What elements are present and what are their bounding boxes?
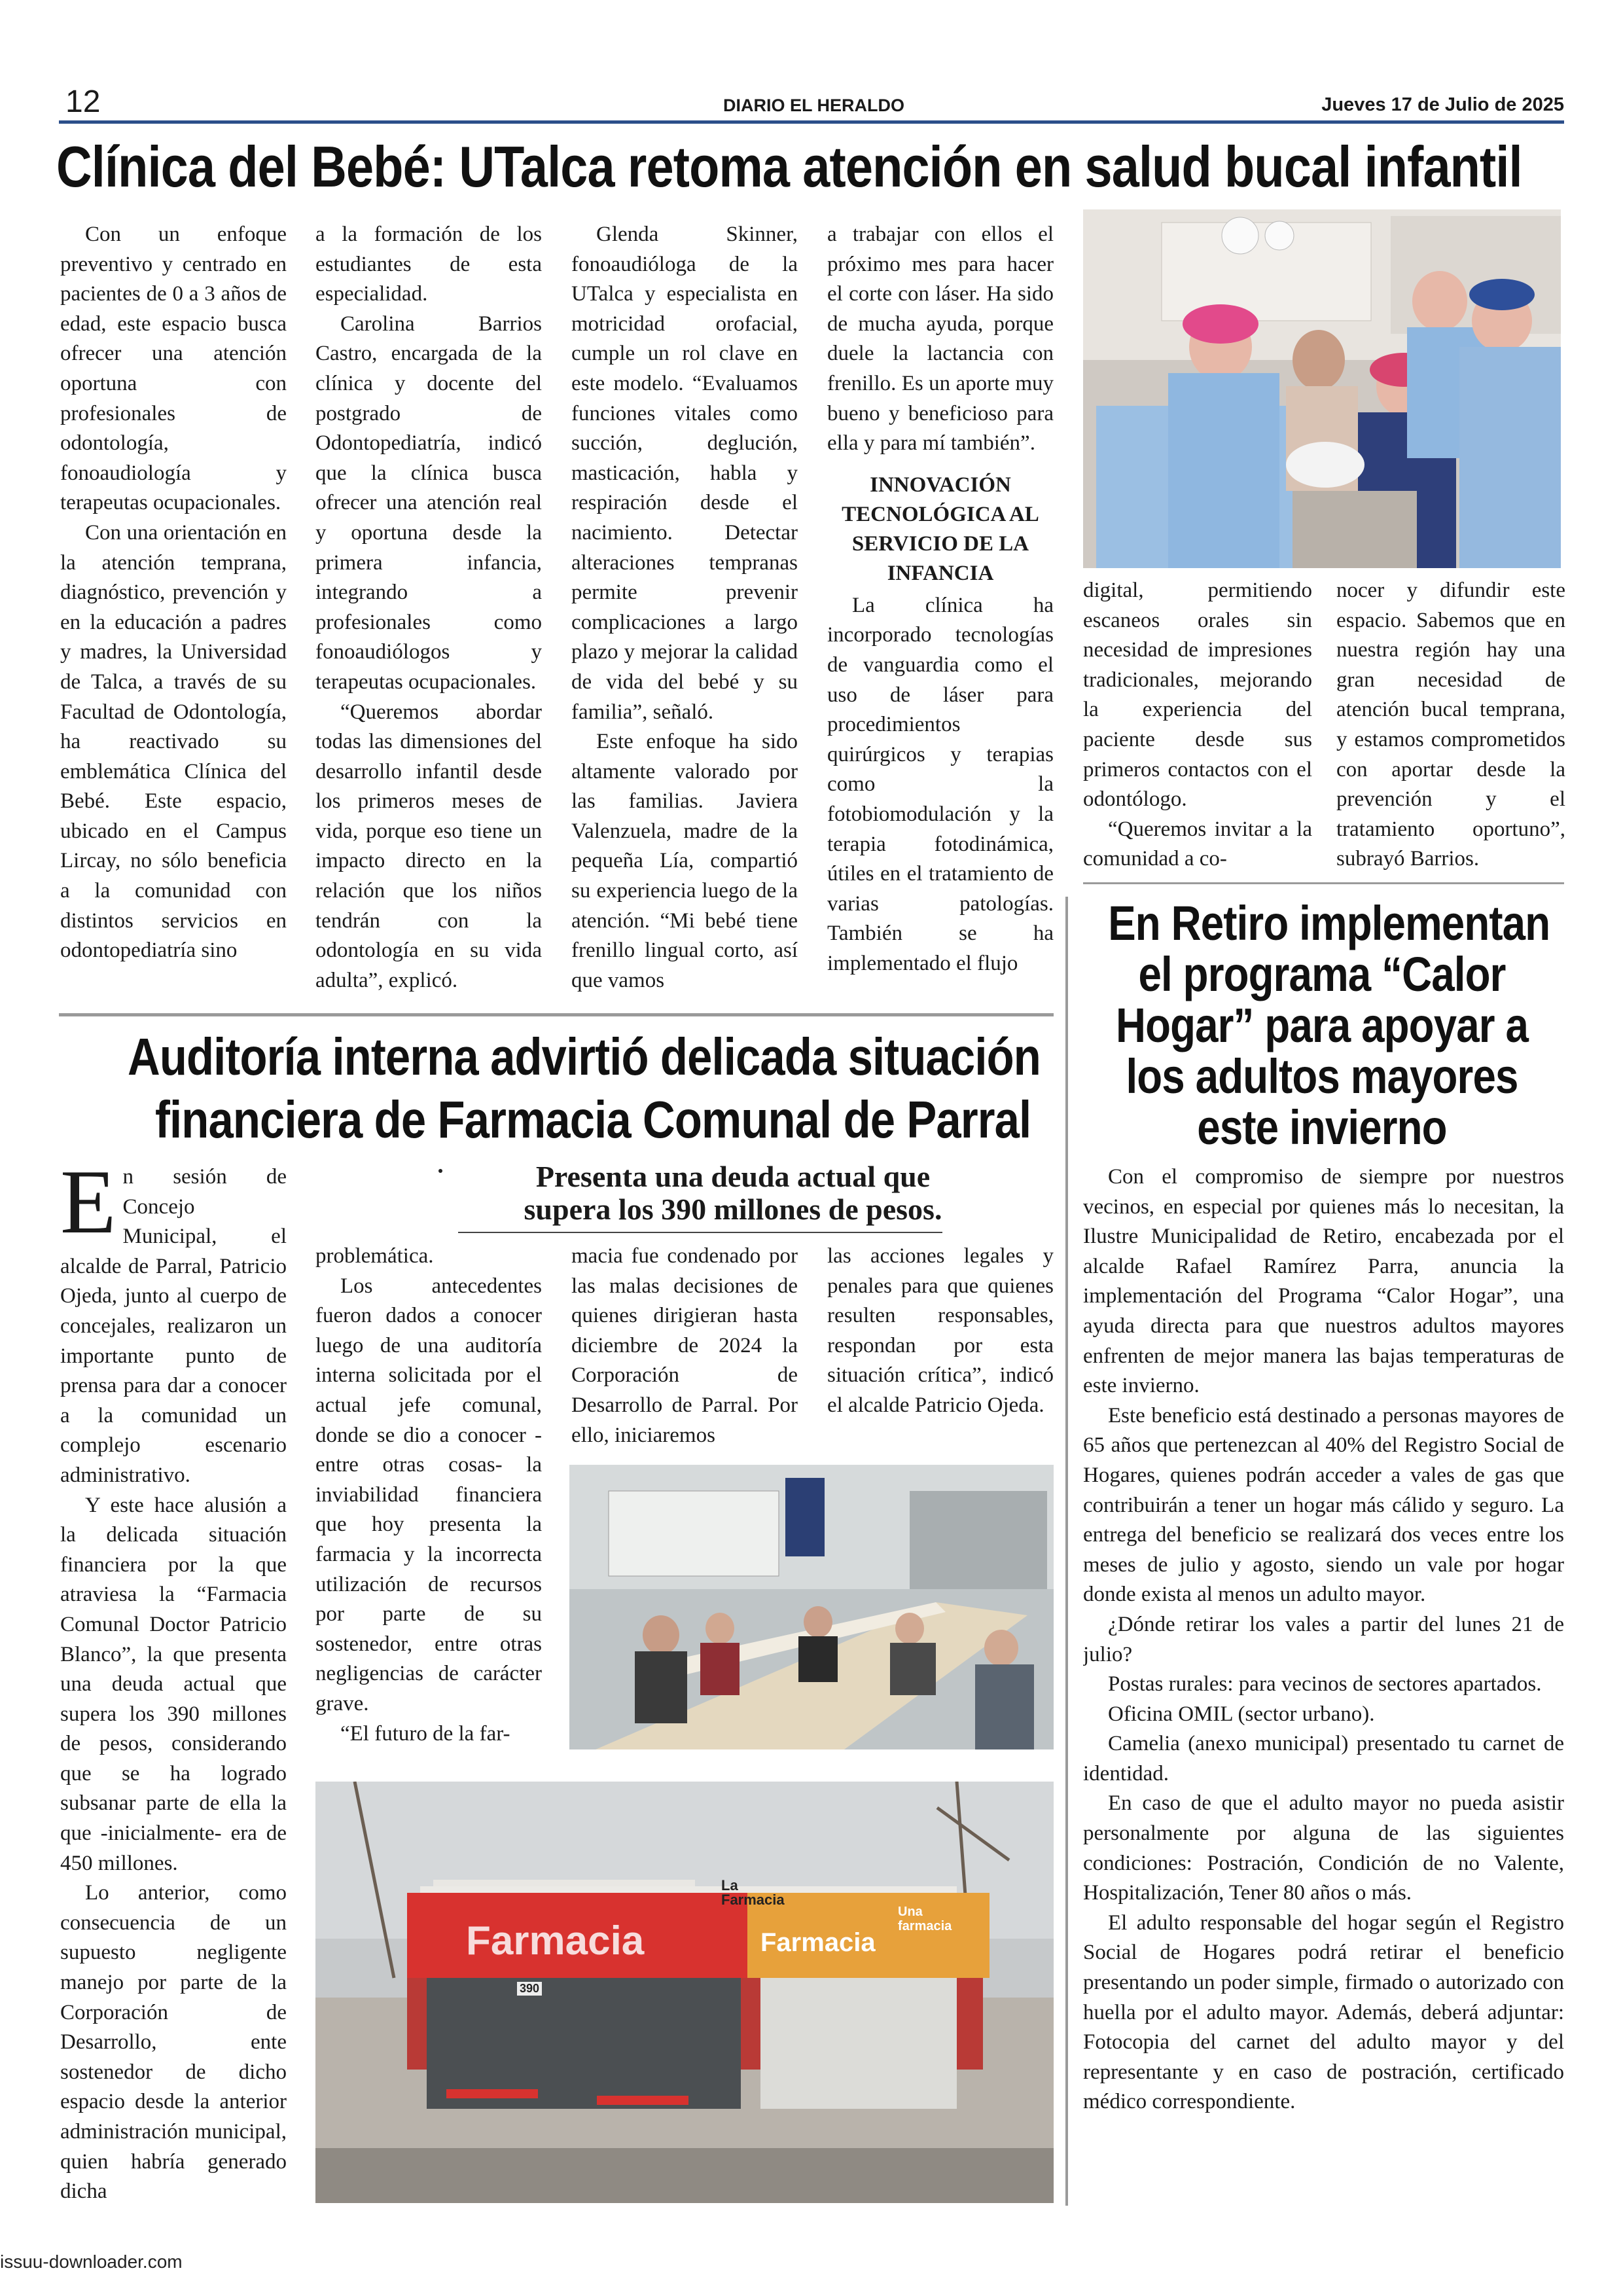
article2-paragraph: problemática. xyxy=(315,1244,434,1268)
article1-subhead: INNOVACIÓN TECNOLÓGICA AL SERVICIO DE LA INFANCIA xyxy=(842,473,1039,585)
pharmacy-sign-main: Farmacia xyxy=(466,1918,645,1964)
issue-date: Jueves 17 de Julio de 2025 xyxy=(1321,94,1564,115)
article1-column-5 xyxy=(1083,576,1312,877)
clinic-photo xyxy=(1083,209,1561,568)
article2-paragraph: “El futuro de la far- xyxy=(340,1721,510,1746)
article1-column-4 xyxy=(827,220,1054,996)
article3-paragraph: El adulto responsable del hogar según el Registro Social de Hogares podrá retirar el beneficio presentando un poder simple, firmado o autorizado con huella por el adulto mayor. Además, deberá adjuntar: Fotocopia del carnet del adulto mayor y del representante y en caso de postración, certificado médico correspondiente. xyxy=(1083,1910,1564,2114)
pharmacy-storefront-illustration xyxy=(315,1782,1054,2203)
article1-paragraph: nocer y difundir este espacio. Sabemos que en nuestra región hay una gran necesidad de atención bucal temprana, y estamos comprometidos con aportar desde la prevención y el tratamiento oportuno”, subrayó Barrios. xyxy=(1336,579,1565,871)
page-number: 12 xyxy=(65,84,101,119)
article3-headline-line: los adultos mayores xyxy=(1126,1049,1518,1103)
article3-headline-line: este invierno xyxy=(1197,1100,1447,1155)
article2-headline-line1: Auditoría interna advirtió delicada situación xyxy=(128,1028,1041,1086)
pharmacy-street-number: 390 xyxy=(517,1982,542,1996)
page-header xyxy=(59,84,1564,123)
article1-paragraph: digital, permitiendo escaneos orales sin necesidad de impresiones tradicionales, mejorando la experiencia del paciente desde sus primeros contactos con el odontólogo. xyxy=(1083,579,1312,812)
article2-paragraph: Y este hace alusión a la delicada situación financiera por la que atraviesa la “Farmacia Comunal Doctor Patricio Blanco”, la que presenta una deuda actual que supera los 390 millones de pesos, considerando que se ha logrado subsanar parte de ella la que -inicialmente- era de 450 millones. xyxy=(60,1493,287,1875)
article2-paragraph: Los antecedentes fueron dados a conocer luego de una auditoría interna solicitada por el actual jefe comunal, donde se dio a conocer -entre otras cosas- la inviabilidad financiera que hoy presenta la farmacia y la incorrecta utilización de recursos por parte de su sostenedor, entre otras negligencias de carácter grave. xyxy=(315,1274,542,1715)
article3-paragraph: ¿Dónde retirar los vales a partir del lunes 21 de julio? xyxy=(1083,1612,1564,1666)
article3-paragraph: Oficina OMIL (sector urbano). xyxy=(1108,1702,1375,1726)
article2-deck xyxy=(419,1160,1047,1232)
article2-column-1 xyxy=(60,1162,287,2210)
header-rule xyxy=(59,120,1564,124)
deck-rule xyxy=(458,1232,942,1233)
article1-paragraph: Con un enfoque preventivo y centrado en pacientes de 0 a 3 años de edad, este espacio busca ofrecer una atención oportuna con profesionales de odontología, fonoaudiología y terapeutas ocupacionales. xyxy=(60,223,287,515)
article2-column-4 xyxy=(827,1242,1054,1458)
article2-column-2 xyxy=(315,1242,542,1752)
pharmacy-photo xyxy=(315,1782,1054,2203)
article2-paragraph: macia fue condenado por las malas decisiones de quienes dirigieran hasta diciembre de 2024 la Corporación de Desarrollo de Parral. Por ello, iniciaremos xyxy=(571,1244,798,1447)
council-meeting-illustration xyxy=(569,1465,1054,1749)
article1-paragraph: La clínica ha incorporado tecnologías de vanguardia como el uso de láser para procedimientos quirúrgicos y terapias como la fotobiomodulación y la terapia fotodinámica, útiles en el tratamiento de varias patologías. También se ha implementado el flujo xyxy=(827,593,1054,975)
article1-column-3 xyxy=(571,220,798,996)
article3-paragraph: Este beneficio está destinado a personas mayores de 65 años que pertenezcan al 40% del Registro Social de Hogares, quienes podrán acceder a vales de gas que contribuirán a tener un hogar más cálido y seguro. La entrega del beneficio se realizará dos veces entre los meses de julio y agosto, siendo un vale por hogar donde exista al menos un adulto mayor. xyxy=(1083,1403,1564,1607)
article3-paragraph: Camelia (anexo municipal) presentado tu carnet de identidad. xyxy=(1083,1732,1564,1785)
article3-paragraph: Con el compromiso de siempre por nuestros vecinos, en especial por quienes más lo necesitan, la Ilustre Municipalidad de Retiro, encabezada por el alcalde Rafael Ramírez Parra, anuncia la implementación del Programa “Calor Hogar”, una ayuda directa para que nuestros adultos mayores enfrenten de mejor manera las bajas temperaturas de este invierno. xyxy=(1083,1165,1564,1398)
article2-paragraph: Lo anterior, como consecuencia de un supuesto negligente manejo por parte de la Corporación de Desarrollo, ente sostenedor de dicho espacio desde la anterior administración municipal, quien habría generado dicha xyxy=(60,1881,287,2204)
article3-headline-line: el programa “Calor xyxy=(1138,947,1506,1001)
pharmacy-sign-secondary: Farmacia xyxy=(760,1928,876,1957)
article2-paragraph: las acciones legales y penales para que quienes resulten responsables, respondan por esta situación crítica”, indicó el alcalde Patricio Ojeda. xyxy=(827,1244,1054,1417)
article1-paragraph: Con una orientación en la atención temprana, diagnóstico, prevención y en la educación a padres y madres, la Universidad de Talca, a través de su Facultad de Odontología, ha reactivado su emblemática Clínica del Bebé. Este espacio, ubicado en el Campus Lircay, no sólo beneficia a la comunidad con distintos servicios en odontopediatría sino xyxy=(60,520,287,963)
article2-dropcap: E xyxy=(60,1162,116,1253)
section-divider xyxy=(59,1013,1054,1016)
article1-column-1 xyxy=(60,220,287,996)
article2-paragraph: n sesión de Concejo Municipal, el alcalde de Parral, Patricio Ojeda, junto al cuerpo de concejales, realizaron un importante punto de prensa para dar a conocer a la comunidad un complejo escenario administrativo. xyxy=(60,1165,287,1487)
section-divider-right xyxy=(1083,882,1564,884)
pharmacy-sign-una-farmacia: Una farmacia xyxy=(898,1905,952,1933)
article1-headline: Clínica del Bebé: UTalca retoma atención en salud bucal infantil xyxy=(56,134,1522,199)
article3-paragraph: Postas rurales: para vecinos de sectores apartados. xyxy=(1108,1672,1542,1696)
paper-name: DIARIO EL HERALDO xyxy=(723,96,905,115)
article1-column-2 xyxy=(315,220,542,996)
article2-deck-line1: Presenta una deuda actual que xyxy=(535,1160,931,1193)
article3-body xyxy=(1083,1162,1564,2210)
deck-bullet xyxy=(438,1169,442,1173)
article3-headline-line: Hogar” para apoyar a xyxy=(1115,998,1529,1052)
column-divider xyxy=(1065,897,1068,2206)
article1-paragraph: Carolina Barrios Castro, encargada de la clínica y docente del postgrado de Odontopediatría, indicó que la clínica busca ofrecer una atención real y oportuna desde la primera infancia, integrando a profesionales como fonoaudiólogos y terapeutas ocupacionales. xyxy=(315,312,542,694)
article1-paragraph: “Queremos abordar todas las dimensiones del desarrollo infantil desde los primeros meses de vida, porque eso tiene un impacto directo en la relación que los niños tendrán con la odontología en su vida adulta”, explicó. xyxy=(315,700,542,992)
article1-column-6 xyxy=(1336,576,1565,877)
article1-paragraph: “Queremos invitar a la comunidad a co- xyxy=(1083,817,1312,871)
pharmacy-sign-la-farmacia: La Farmacia xyxy=(721,1877,785,1908)
article2-deck-line2: supera los 390 millones de pesos. xyxy=(524,1193,942,1226)
footer-watermark: issuu-downloader.com xyxy=(0,2251,183,2272)
article1-paragraph: Este enfoque ha sido altamente valorado por las familias. Javiera Valenzuela, madre de la pequeña Lía, compartió su experiencia luego de la atención. “Mi bebé tiene frenillo lingual corto, así que vamos xyxy=(571,730,798,992)
article1-paragraph: a trabajar con ellos el próximo mes para hacer el corte con láser. Ha sido de mucha ayuda, porque duele la lactancia con frenillo. Es un aporte muy bueno y beneficioso para ella y para mí también”. xyxy=(827,223,1054,456)
article2-headline-line2: financiera de Farmacia Comunal de Parral xyxy=(155,1090,1031,1149)
article2-column-3 xyxy=(571,1242,798,1458)
council-meeting-photo xyxy=(569,1465,1054,1749)
article3-headline xyxy=(1073,898,1571,1153)
article1-paragraph: a la formación de los estudiantes de esta especialidad. xyxy=(315,223,542,306)
article1-paragraph: Glenda Skinner, fonoaudióloga de la UTalca y especialista en motricidad orofacial, cumple un rol clave en este modelo. “Evaluamos funciones vitales como succión, deglución, masticación, habla y respiración desde el nacimiento. Detectar alteraciones tempranas permite prevenir complicaciones a largo plazo y mejorar la calidad de vida del bebé y su familia”, señaló. xyxy=(571,223,798,724)
article3-paragraph: En caso de que el adulto mayor no pueda asistir personalmente por alguna de las siguientes condiciones: Postración, Condición de no Valente, Hospitalización, Tener 80 años o más. xyxy=(1083,1791,1564,1905)
article3-headline-line: En Retiro implementan xyxy=(1108,896,1550,950)
clinic-photo-illustration xyxy=(1083,209,1561,568)
